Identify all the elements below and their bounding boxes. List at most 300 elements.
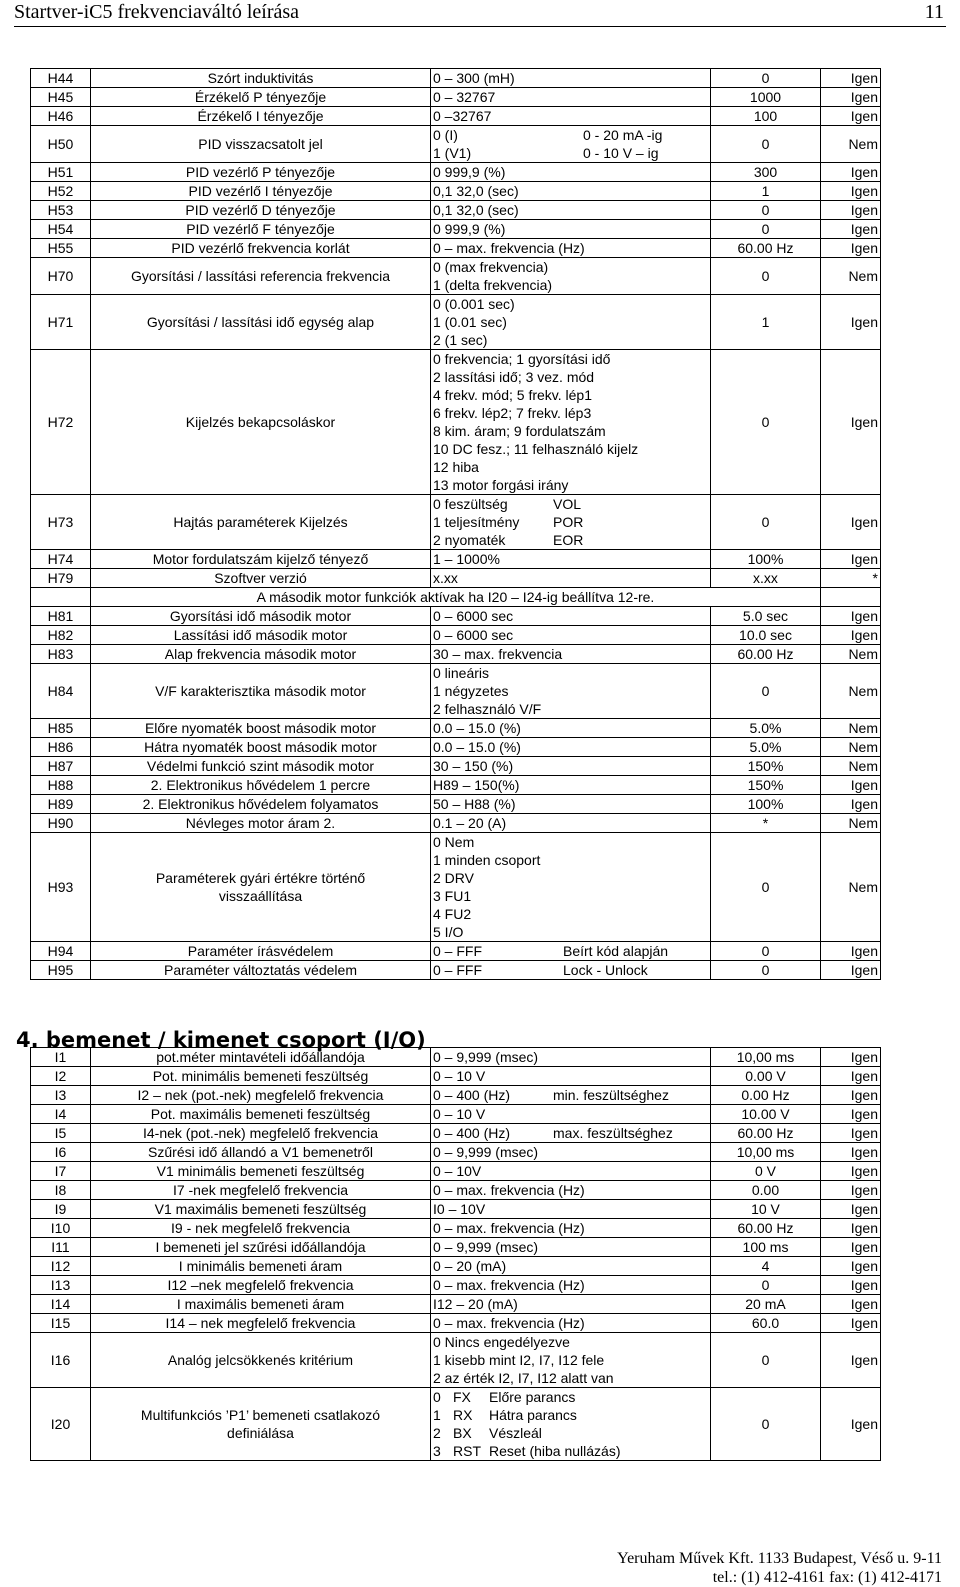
param-default: 0 [711, 201, 821, 220]
param-name: PID vezérlő frekvencia korlát [91, 239, 431, 258]
param-default: 4 [711, 1257, 821, 1276]
param-range [431, 719, 711, 738]
param-adjustable: Igen [821, 495, 881, 550]
param-code: H70 [31, 258, 91, 295]
param-default: 5.0% [711, 738, 821, 757]
param-adjustable: Igen [821, 1086, 881, 1105]
param-adjustable: Igen [821, 163, 881, 182]
table-row [31, 1295, 881, 1314]
param-default: 0 [711, 1388, 821, 1461]
param-name-line: visszaállítása [218, 888, 303, 904]
param-adjustable: Igen [821, 239, 881, 258]
table-row [31, 626, 881, 645]
table-row [31, 220, 881, 239]
param-default: 20 mA [711, 1295, 821, 1314]
param-default: 0.00 [711, 1181, 821, 1200]
param-adjustable: Nem [821, 757, 881, 776]
range-line [433, 1442, 708, 1460]
param-default: 100 [711, 107, 821, 126]
table-row [31, 738, 881, 757]
param-range [431, 107, 711, 126]
param-adjustable: Igen [821, 182, 881, 201]
table-row [31, 163, 881, 182]
page-number: 11 [924, 1, 944, 23]
range-line: 2 DRV [433, 870, 474, 886]
param-adjustable: Igen [821, 1143, 881, 1162]
table-row [31, 1143, 881, 1162]
param-range [431, 569, 711, 588]
param-range [431, 201, 711, 220]
table-row [31, 569, 881, 588]
range-line: 2 felhasználó V/F [433, 701, 542, 717]
param-name: I12 –nek megfelelő frekvencia [91, 1276, 431, 1295]
table-row [31, 550, 881, 569]
range-line [433, 1388, 708, 1406]
range-line: 0 – 300 (mH) [433, 70, 515, 86]
param-adjustable: Igen [821, 1295, 881, 1314]
range-part: RX [453, 1407, 473, 1423]
param-range [431, 757, 711, 776]
param-range [431, 495, 711, 550]
param-default: 60.00 Hz [711, 645, 821, 664]
param-name: Paraméter írásvédelem [91, 942, 431, 961]
param-code: H88 [31, 776, 91, 795]
range-part: 1 teljesítmény [433, 514, 520, 530]
cell-blank [821, 588, 881, 607]
range-line: x.xx [433, 570, 458, 586]
param-name: 2. Elektronikus hővédelem folyamatos [91, 795, 431, 814]
range-part: Lock - Unlock [563, 962, 648, 978]
range-line [433, 126, 708, 144]
param-default: 0.00 Hz [711, 1086, 821, 1105]
param-code: I12 [31, 1257, 91, 1276]
range-line: 0 – max. frekvencia (Hz) [433, 1277, 585, 1293]
range-line: 1 kisebb mint I2, I7, I12 fele [433, 1352, 605, 1368]
param-default: 150% [711, 757, 821, 776]
param-default: 0 [711, 69, 821, 88]
range-part: 0 feszültség [433, 496, 508, 512]
param-default: 0 [711, 1276, 821, 1295]
param-range [431, 607, 711, 626]
param-adjustable: Igen [821, 550, 881, 569]
param-default: 100% [711, 795, 821, 814]
table-row [31, 1086, 881, 1105]
param-code: H44 [31, 69, 91, 88]
param-name: Alap frekvencia második motor [91, 645, 431, 664]
param-name: Érzékelő I tényezője [91, 107, 431, 126]
table-row [31, 607, 881, 626]
param-range [431, 258, 711, 295]
param-range [431, 1314, 711, 1333]
param-default: 10.00 V [711, 1105, 821, 1124]
table-row [31, 1048, 881, 1067]
range-line: 1 (0.01 sec) [433, 314, 507, 330]
range-line: 0,1 32,0 (sec) [433, 183, 519, 199]
param-name: I maximális bemeneti áram [91, 1295, 431, 1314]
param-code: I3 [31, 1086, 91, 1105]
range-line: 12 hiba [433, 459, 479, 475]
range-line [433, 144, 708, 162]
range-line: 4 FU2 [433, 906, 472, 922]
table-row [31, 88, 881, 107]
param-range [431, 220, 711, 239]
param-code: H83 [31, 645, 91, 664]
param-code: H95 [31, 961, 91, 980]
param-code: I13 [31, 1276, 91, 1295]
table-row [31, 833, 881, 942]
range-part: POR [553, 514, 584, 530]
param-name: V/F karakterisztika második motor [91, 664, 431, 719]
param-default: 0 [711, 961, 821, 980]
param-name: PID vezérlő P tényezője [91, 163, 431, 182]
table-row [31, 1105, 881, 1124]
range-line [433, 942, 708, 960]
range-part: min. feszültséghez [553, 1087, 669, 1103]
range-line: 0 999,9 (%) [433, 164, 506, 180]
range-line: 10 DC fesz.; 11 felhasználó kijelz [433, 441, 639, 457]
range-line: I0 – 10V [433, 1201, 486, 1217]
param-adjustable: Igen [821, 1276, 881, 1295]
param-default: 0 [711, 833, 821, 942]
param-range [431, 350, 711, 495]
table-row [31, 757, 881, 776]
param-name: V1 minimális bemeneti feszültség [91, 1162, 431, 1181]
param-name: Pot. maximális bemeneti feszültség [91, 1105, 431, 1124]
range-line: 0 – 10 V [433, 1068, 486, 1084]
param-range [431, 942, 711, 961]
param-code: I5 [31, 1124, 91, 1143]
range-line [433, 495, 708, 513]
range-line: 1 négyzetes [433, 683, 509, 699]
table-row [31, 1200, 881, 1219]
param-name: Előre nyomaték boost második motor [91, 719, 431, 738]
param-code: H71 [31, 295, 91, 350]
param-code: I6 [31, 1143, 91, 1162]
param-range [431, 833, 711, 942]
range-part: 0 – FFF [433, 962, 483, 978]
param-adjustable: Igen [821, 961, 881, 980]
range-line: 1 – 1000% [433, 551, 500, 567]
param-adjustable: Igen [821, 1181, 881, 1200]
param-adjustable: Igen [821, 1162, 881, 1181]
param-adjustable: Nem [821, 738, 881, 757]
param-name [91, 833, 431, 942]
param-name: Gyorsítási idő második motor [91, 607, 431, 626]
param-name-line: Paraméterek gyári értékre történő [155, 870, 366, 886]
param-adjustable: Igen [821, 107, 881, 126]
parameter-table-h [30, 68, 881, 980]
param-adjustable: Igen [821, 69, 881, 88]
param-adjustable: Igen [821, 1200, 881, 1219]
table-row [31, 495, 881, 550]
range-line: 0 (max frekvencia) [433, 259, 549, 275]
range-line: 2 lassítási idő; 3 vez. mód [433, 369, 595, 385]
param-default: 10,00 ms [711, 1143, 821, 1162]
param-name: I7 -nek megfelelő frekvencia [91, 1181, 431, 1200]
param-code: I10 [31, 1219, 91, 1238]
param-default: 0 [711, 664, 821, 719]
param-code: I4 [31, 1105, 91, 1124]
param-range [431, 1219, 711, 1238]
table-row [31, 795, 881, 814]
param-adjustable: Igen [821, 626, 881, 645]
param-code: I1 [31, 1048, 91, 1067]
range-line [433, 961, 708, 979]
param-name: I14 – nek megfelelő frekvencia [91, 1314, 431, 1333]
table-row [31, 1067, 881, 1086]
range-line: 5 I/O [433, 924, 464, 940]
range-part: 2 [433, 1425, 441, 1441]
param-default: 1 [711, 182, 821, 201]
param-code: H84 [31, 664, 91, 719]
param-adjustable: Igen [821, 1333, 881, 1388]
param-name: I9 - nek megfelelő frekvencia [91, 1219, 431, 1238]
param-range [431, 239, 711, 258]
param-default: * [711, 814, 821, 833]
range-part: 0 - 10 V – ig [583, 145, 659, 161]
param-code: H81 [31, 607, 91, 626]
param-range [431, 961, 711, 980]
range-line: 0.0 – 15.0 (%) [433, 739, 521, 755]
range-line: 0 – 10 V [433, 1106, 486, 1122]
param-code: I20 [31, 1388, 91, 1461]
range-line [433, 1406, 708, 1424]
range-line: 0 – 10V [433, 1163, 482, 1179]
param-default: 60.0 [711, 1314, 821, 1333]
param-code: H85 [31, 719, 91, 738]
param-range [431, 1200, 711, 1219]
param-range [431, 738, 711, 757]
param-default: 300 [711, 163, 821, 182]
param-default: 60.00 Hz [711, 1124, 821, 1143]
table-row [31, 350, 881, 495]
range-part: 0 – FFF [433, 943, 483, 959]
range-line: 0 (0.001 sec) [433, 296, 515, 312]
param-range [431, 1067, 711, 1086]
param-code: H89 [31, 795, 91, 814]
range-line: 0 lineáris [433, 665, 490, 681]
range-line: 3 FU1 [433, 888, 472, 904]
range-line [433, 513, 708, 531]
param-adjustable: Igen [821, 1257, 881, 1276]
param-name: PID vezérlő F tényezője [91, 220, 431, 239]
param-range [431, 182, 711, 201]
param-default: 5.0 sec [711, 607, 821, 626]
param-adjustable: Igen [821, 201, 881, 220]
range-line: 0 frekvencia; 1 gyorsítási idő [433, 351, 611, 367]
range-line [433, 531, 708, 549]
param-code: H55 [31, 239, 91, 258]
param-default: 10,00 ms [711, 1048, 821, 1067]
param-adjustable: Igen [821, 1238, 881, 1257]
range-line: 0 – 6000 sec [433, 608, 514, 624]
param-code: H74 [31, 550, 91, 569]
param-default: 150% [711, 776, 821, 795]
param-default: 10.0 sec [711, 626, 821, 645]
param-range [431, 664, 711, 719]
param-adjustable: Nem [821, 719, 881, 738]
param-range [431, 1048, 711, 1067]
param-adjustable: Igen [821, 295, 881, 350]
table-row [31, 1276, 881, 1295]
param-range [431, 626, 711, 645]
param-name: Hátra nyomaték boost második motor [91, 738, 431, 757]
param-name: Névleges motor áram 2. [91, 814, 431, 833]
range-part: Előre parancs [489, 1389, 576, 1405]
section-title: 4. bemenet / kimenet csoport (I/O) [16, 1028, 426, 1052]
param-code: H50 [31, 126, 91, 163]
param-code: H54 [31, 220, 91, 239]
range-line: 0 – 9,999 (msec) [433, 1144, 539, 1160]
range-line: 0 – 32767 [433, 89, 496, 105]
param-code: H86 [31, 738, 91, 757]
range-line: 2 (1 sec) [433, 332, 488, 348]
param-range [431, 163, 711, 182]
table-row [31, 126, 881, 163]
param-adjustable: Igen [821, 607, 881, 626]
param-adjustable: Igen [821, 1124, 881, 1143]
range-line: I12 – 20 (mA) [433, 1296, 518, 1312]
range-line [433, 1086, 708, 1104]
range-part: Reset (hiba nullázás) [489, 1443, 621, 1459]
param-adjustable: Nem [821, 126, 881, 163]
range-part: FX [453, 1389, 471, 1405]
range-part: Beírt kód alapján [563, 943, 669, 959]
param-default: 0 [711, 220, 821, 239]
range-line: 0 – max. frekvencia (Hz) [433, 1182, 585, 1198]
param-default: 0 [711, 942, 821, 961]
range-part: Hátra parancs [489, 1407, 577, 1423]
table-row [31, 107, 881, 126]
param-default: 0 [711, 350, 821, 495]
range-line: 0 999,9 (%) [433, 221, 506, 237]
param-name: Érzékelő P tényezője [91, 88, 431, 107]
param-range [431, 814, 711, 833]
param-code: H53 [31, 201, 91, 220]
param-name: V1 maximális bemeneti feszültség [91, 1200, 431, 1219]
range-line: 0 – 9,999 (msec) [433, 1239, 539, 1255]
param-code: I16 [31, 1333, 91, 1388]
param-adjustable: Nem [821, 258, 881, 295]
param-code: I7 [31, 1162, 91, 1181]
param-range [431, 795, 711, 814]
range-part: 0 [433, 1389, 441, 1405]
table-row [31, 239, 881, 258]
param-range [431, 1238, 711, 1257]
param-adjustable: Igen [821, 942, 881, 961]
param-code: H90 [31, 814, 91, 833]
param-name: Analóg jelcsökkenés kritérium [91, 1333, 431, 1388]
param-adjustable: Igen [821, 1048, 881, 1067]
range-line: 50 – H88 (%) [433, 796, 516, 812]
table-row [31, 1257, 881, 1276]
range-part: 0 – 400 (Hz) [433, 1087, 511, 1103]
param-default: 60.00 Hz [711, 1219, 821, 1238]
param-code: I9 [31, 1200, 91, 1219]
param-name: Szoftver verzió [91, 569, 431, 588]
range-line: 0.0 – 15.0 (%) [433, 720, 521, 736]
range-line: 0 Nincs engedélyezve [433, 1334, 570, 1350]
table-row [31, 295, 881, 350]
param-default: 0 [711, 126, 821, 163]
range-part: 3 [433, 1443, 441, 1459]
param-range [431, 1086, 711, 1105]
param-adjustable: Igen [821, 350, 881, 495]
range-line: 0 Nem [433, 834, 475, 850]
param-adjustable: Igen [821, 1105, 881, 1124]
table-row [31, 1181, 881, 1200]
param-range [431, 88, 711, 107]
param-range [431, 550, 711, 569]
param-default: 0.00 V [711, 1067, 821, 1086]
table-row [31, 664, 881, 719]
param-code: H52 [31, 182, 91, 201]
param-adjustable: * [821, 569, 881, 588]
param-name: Szűrési idő állandó a V1 bemenetről [91, 1143, 431, 1162]
param-code: I11 [31, 1238, 91, 1257]
param-name: Gyorsítási / lassítási referencia frekvencia [91, 258, 431, 295]
param-code: H46 [31, 107, 91, 126]
param-range [431, 1162, 711, 1181]
range-part: 0 – 400 (Hz) [433, 1125, 511, 1141]
table-row [31, 1162, 881, 1181]
table-row [31, 69, 881, 88]
param-default: 5.0% [711, 719, 821, 738]
table-row [31, 182, 881, 201]
param-default: 10 V [711, 1200, 821, 1219]
param-adjustable: Igen [821, 795, 881, 814]
param-adjustable: Nem [821, 664, 881, 719]
param-code: H93 [31, 833, 91, 942]
param-default: 1000 [711, 88, 821, 107]
param-name [91, 1388, 431, 1461]
param-adjustable: Igen [821, 776, 881, 795]
param-range [431, 1388, 711, 1461]
param-name: Motor fordulatszám kijelző tényező [91, 550, 431, 569]
table-row [31, 201, 881, 220]
param-default: 100% [711, 550, 821, 569]
param-range [431, 1124, 711, 1143]
param-code: H82 [31, 626, 91, 645]
range-part: 0 (I) [433, 127, 458, 143]
param-name: Védelmi funkció szint második motor [91, 757, 431, 776]
param-name-line: definiálása [227, 1425, 294, 1441]
table-row [31, 776, 881, 795]
param-code: H79 [31, 569, 91, 588]
param-default: 0 [711, 1333, 821, 1388]
table-row [31, 961, 881, 980]
param-range [431, 295, 711, 350]
range-line: 0.1 – 20 (A) [433, 815, 507, 831]
param-range [431, 1181, 711, 1200]
param-range [431, 1257, 711, 1276]
range-line: 30 – max. frekvencia [433, 646, 563, 662]
table-row [31, 814, 881, 833]
param-range [431, 776, 711, 795]
footer-address: Yeruham Művek Kft. 1133 Budapest, Véső u. 9-11 [617, 1550, 942, 1567]
param-range [431, 645, 711, 664]
document-title: Startver-iC5 frekvenciaváltó leírása [14, 1, 300, 23]
param-code: H45 [31, 88, 91, 107]
param-default: x.xx [711, 569, 821, 588]
param-name: pot.méter mintavételi időállandója [91, 1048, 431, 1067]
param-name: Szórt induktivitás [91, 69, 431, 88]
param-adjustable: Nem [821, 833, 881, 942]
param-range [431, 69, 711, 88]
range-line: 6 frekv. lép2; 7 frekv. lép3 [433, 405, 592, 421]
table-row [31, 645, 881, 664]
range-part: BX [453, 1425, 472, 1441]
